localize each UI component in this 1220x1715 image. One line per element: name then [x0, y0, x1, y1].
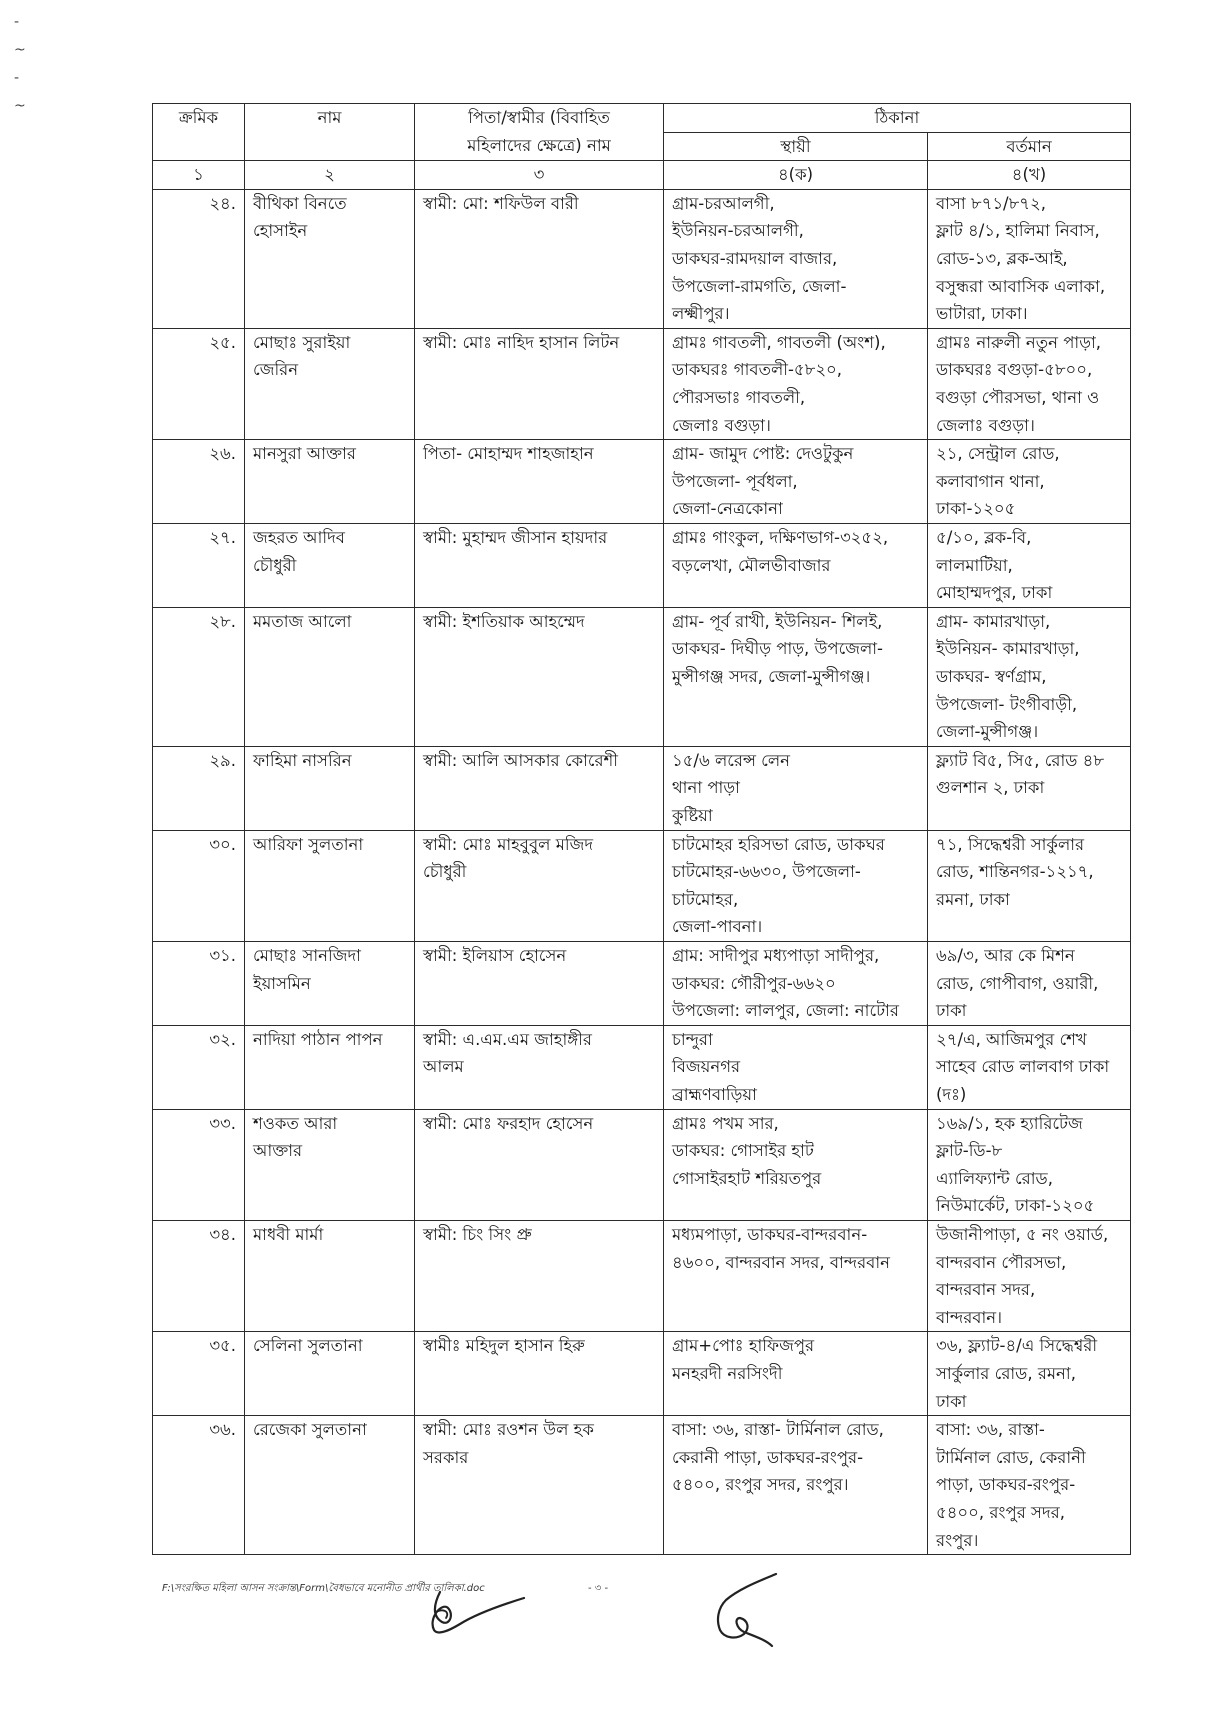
name-line: সেলিনা সুলতানা — [253, 1336, 363, 1356]
present-address-line: উপজেলা- টংগীবাড়ী, — [936, 694, 1078, 714]
name-cell — [245, 607, 415, 746]
table-row — [153, 1109, 1131, 1220]
name-line: চৌধুরী — [253, 555, 297, 575]
present-address-line: টার্মিনাল রোড, কেরানী — [936, 1447, 1086, 1467]
guardian-line: স্বামী: মোঃ মাহবুবুল মজিদ — [423, 834, 594, 854]
present-address-line: ঢাকা — [936, 1001, 967, 1021]
guardian-line: স্বামী: মো: শফিউল বারী — [423, 193, 579, 213]
permanent-address-cell — [664, 607, 928, 746]
permanent-address-cell — [664, 1109, 928, 1220]
guardian-line: স্বামী: মোঃ ফরহাদ হোসেন — [423, 1113, 594, 1133]
present-address-line: বাসা: ৩৬, রাস্তা- — [936, 1420, 1045, 1440]
permanent-address-line: জেলাঃ বগুড়া। — [672, 415, 771, 435]
present-address-line: মোহাম্মদপুর, ঢাকা — [936, 583, 1053, 603]
guardian-cell — [415, 523, 664, 607]
name-line: আরিফা সুলতানা — [253, 834, 364, 854]
guardian-cell — [415, 189, 664, 328]
permanent-address-cell — [664, 1332, 928, 1416]
present-address-line: সার্কুলার রোড, রমনা, — [936, 1363, 1076, 1383]
serial-cell: ২৬. — [153, 440, 245, 524]
permanent-address-line: বিজয়নগর — [672, 1057, 741, 1077]
header-guardian-line: মহিলাদের ক্ষেত্রে) নাম — [467, 135, 611, 155]
column-number: ৪(ক) — [664, 161, 928, 190]
name-line: বীথিকা বিনতে — [253, 193, 347, 213]
name-cell — [245, 1109, 415, 1220]
permanent-address-line: ব্রাহ্মণবাড়িয়া — [672, 1084, 757, 1104]
header-guardian — [415, 104, 664, 161]
permanent-address-line: চাটমোহর, — [672, 889, 739, 909]
present-address-line: সাহেব রোড লালবাগ ঢাকা — [936, 1057, 1110, 1077]
present-address-line: ৭১, সিদ্ধেশ্বরী সার্কুলার — [936, 834, 1085, 854]
permanent-address-cell — [664, 1025, 928, 1109]
present-address-line: কলাবাগান থানা, — [936, 471, 1045, 491]
column-number: ২ — [245, 161, 415, 190]
guardian-line: স্বামী: মোঃ নাহিদ হাসান লিটন — [423, 332, 620, 352]
present-address-line: ডাকঘরঃ বগুড়া-৫৮০০, — [936, 360, 1093, 380]
permanent-address-line: ডাকঘর: গোসাইর হাট — [672, 1141, 814, 1161]
permanent-address-line: গ্রামঃ গাংকুল, দক্ষিণভাগ-৩২৫২, — [672, 527, 889, 547]
name-cell — [245, 941, 415, 1025]
permanent-address-line: গ্রাম- পূর্ব রাখী, ইউনিয়ন- শিলই, — [672, 611, 883, 631]
guardian-line: পিতা- মোহাম্মদ শাহজাহান — [423, 444, 594, 464]
header-serial: ক্রমিক — [153, 104, 245, 161]
table-row — [153, 189, 1131, 328]
guardian-line: স্বামী: আলি আসকার কোরেশী — [423, 750, 619, 770]
header-permanent: স্থায়ী — [664, 132, 928, 161]
permanent-address-line: থানা পাড়া — [672, 778, 740, 798]
name-cell — [245, 830, 415, 941]
serial-cell: ৩২. — [153, 1025, 245, 1109]
serial-cell: ৩৬. — [153, 1416, 245, 1555]
permanent-address-cell — [664, 941, 928, 1025]
present-address-line: ঢাকা-১২০৫ — [936, 499, 1016, 519]
table-row — [153, 440, 1131, 524]
permanent-address-cell — [664, 328, 928, 439]
serial-cell: ২৯. — [153, 746, 245, 830]
present-address-cell — [928, 830, 1131, 941]
permanent-address-line: গ্রামঃ পখম সার, — [672, 1113, 779, 1133]
permanent-address-cell — [664, 1416, 928, 1555]
name-line: শওকত আরা — [253, 1113, 338, 1133]
present-address-line: রমনা, ঢাকা — [936, 889, 1010, 909]
candidate-table — [152, 103, 1131, 1555]
present-address-cell — [928, 189, 1131, 328]
table-row — [153, 746, 1131, 830]
name-cell — [245, 1220, 415, 1331]
serial-cell: ৩০. — [153, 830, 245, 941]
present-address-line: বান্দরবান। — [936, 1307, 1003, 1327]
permanent-address-line: ইউনিয়ন-চরআলগী, — [672, 221, 804, 241]
present-address-cell — [928, 607, 1131, 746]
present-address-line: ফ্লাট-ডি-৮ — [936, 1141, 1003, 1161]
name-cell — [245, 1416, 415, 1555]
guardian-cell — [415, 941, 664, 1025]
present-address-line: এ্যালিফ্যান্ট রোড, — [936, 1168, 1053, 1188]
name-cell — [245, 523, 415, 607]
present-address-line: (দঃ) — [936, 1084, 967, 1104]
permanent-address-line: জেলা-নেত্রকোনা — [672, 499, 783, 519]
permanent-address-line: চান্দুরা — [672, 1029, 713, 1049]
guardian-cell — [415, 607, 664, 746]
permanent-address-line: মনহরদী নরসিংদী — [672, 1363, 783, 1383]
present-address-cell — [928, 523, 1131, 607]
permanent-address-line: ডাকঘর: গৌরীপুর-৬৬২০ — [672, 973, 836, 993]
scan-mark: - — [14, 14, 20, 30]
present-address-cell — [928, 941, 1131, 1025]
scan-mark: - — [14, 70, 20, 86]
guardian-cell — [415, 1025, 664, 1109]
table-row — [153, 1025, 1131, 1109]
name-cell — [245, 189, 415, 328]
guardian-cell — [415, 440, 664, 524]
permanent-address-cell — [664, 1220, 928, 1331]
guardian-line: স্বামী: ইলিয়াস হোসেন — [423, 945, 567, 965]
header-row — [153, 104, 1131, 133]
present-address-line: ঢাকা — [936, 1391, 967, 1411]
guardian-cell — [415, 1332, 664, 1416]
present-address-cell — [928, 1109, 1131, 1220]
column-number: ১ — [153, 161, 245, 190]
permanent-address-line: চাটমোহর-৬৬৩০, উপজেলা- — [672, 862, 861, 882]
present-address-line: ফ্ল্যাট বি৫, সি৫, রোড ৪৮ — [936, 750, 1105, 770]
present-address-line: ৬৯/৩, আর কে মিশন — [936, 945, 1075, 965]
permanent-address-line: উপজেলা-রামগতি, জেলা- — [672, 276, 847, 296]
present-address-line: লালমাটিয়া, — [936, 555, 1013, 575]
guardian-line: স্বামী: এ.এম.এম জাহাঙ্গীর — [423, 1029, 592, 1049]
table-row — [153, 523, 1131, 607]
present-address-line: নিউমার্কেট, ঢাকা-১২০৫ — [936, 1196, 1095, 1216]
table-body — [153, 189, 1131, 1554]
present-address-line: জেলাঃ বগুড়া। — [936, 415, 1035, 435]
file-path-footer: F:\সংরক্ষিত মহিলা আসন সংক্রান্ত\Form\বৈধভাবে মনোনীত প্রার্থীর তালিকা.doc — [162, 1583, 485, 1594]
present-address-line: ফ্লাট ৪/১, হালিমা নিবাস, — [936, 221, 1100, 241]
name-line: মোছাঃ সানজিদা — [253, 945, 361, 965]
present-address-line: রংপুর। — [936, 1530, 979, 1550]
present-address-cell — [928, 328, 1131, 439]
permanent-address-cell — [664, 830, 928, 941]
guardian-cell — [415, 1109, 664, 1220]
present-address-line: বসুন্ধরা আবাসিক এলাকা, — [936, 276, 1106, 296]
name-line: ইয়াসমিন — [253, 973, 311, 993]
guardian-line: স্বামীঃ মহিদুল হাসান হিরু — [423, 1336, 585, 1356]
serial-cell: ৩৫. — [153, 1332, 245, 1416]
guardian-cell — [415, 1416, 664, 1555]
permanent-address-line: গ্রাম: সাদীপুর মধ্যপাড়া সাদীপুর, — [672, 945, 880, 965]
name-cell — [245, 328, 415, 439]
name-line: নাদিয়া পাঠান পাপন — [253, 1029, 383, 1049]
present-address-cell — [928, 1332, 1131, 1416]
present-address-line: গ্রামঃ নারুলী নতুন পাড়া, — [936, 332, 1102, 352]
signature-left — [420, 1578, 530, 1640]
present-address-line: বান্দরবান পৌরসভা, — [936, 1252, 1067, 1272]
permanent-address-line: বড়লেখা, মৌলভীবাজার — [672, 555, 831, 575]
name-line: জহরত আদিব — [253, 527, 345, 547]
name-line: ফাহিমা নাসরিন — [253, 750, 352, 770]
present-address-line: পাড়া, ডাকঘর-রংপুর- — [936, 1475, 1076, 1495]
name-cell — [245, 746, 415, 830]
guardian-line: স্বামী: মোঃ রওশন উল হক — [423, 1420, 594, 1440]
permanent-address-line: ১৫/৬ লরেন্স লেন — [672, 750, 791, 770]
permanent-address-cell — [664, 746, 928, 830]
permanent-address-line: ৫৪০০, রংপুর সদর, রংপুর। — [672, 1475, 849, 1495]
table-row — [153, 830, 1131, 941]
serial-cell: ২৫. — [153, 328, 245, 439]
guardian-line: স্বামী: চিং সিং প্রু — [423, 1224, 532, 1244]
present-address-line: ৩৬, ফ্ল্যাট-৪/এ সিদ্ধেশ্বরী — [936, 1336, 1098, 1356]
scan-corner-marks — [14, 8, 44, 128]
permanent-address-line: লক্ষ্মীপুর। — [672, 304, 730, 324]
table-row — [153, 941, 1131, 1025]
present-address-line: ৫৪০০, রংপুর সদর, — [936, 1502, 1065, 1522]
present-address-line: ইউনিয়ন- কামারখাড়া, — [936, 639, 1080, 659]
name-line: মানসুরা আক্তার — [253, 444, 356, 464]
present-address-line: রোড, গোপীবাগ, ওয়ারী, — [936, 973, 1099, 993]
name-line: হোসাইন — [253, 221, 308, 241]
name-line: জেরিন — [253, 360, 299, 380]
serial-cell: ৩৩. — [153, 1109, 245, 1220]
present-address-cell — [928, 1416, 1131, 1555]
signature-right — [710, 1568, 790, 1652]
column-number-row — [153, 161, 1131, 190]
guardian-line: চৌধুরী — [423, 862, 467, 882]
permanent-address-cell — [664, 523, 928, 607]
name-line: মাধবী মার্মা — [253, 1224, 324, 1244]
permanent-address-line: ডাকঘরঃ গাবতলী-৫৮২০, — [672, 360, 843, 380]
name-cell — [245, 1025, 415, 1109]
table-row — [153, 328, 1131, 439]
guardian-line: আলম — [423, 1057, 464, 1077]
permanent-address-line: পৌরসভাঃ গাবতলী, — [672, 387, 806, 407]
permanent-address-line: বাসা: ৩৬, রাস্তা- টার্মিনাল রোড, — [672, 1420, 884, 1440]
present-address-line: ২১, সেন্ট্রাল রোড, — [936, 444, 1060, 464]
scan-mark: ~ — [14, 42, 26, 58]
present-address-cell — [928, 1025, 1131, 1109]
table-header — [153, 104, 1131, 190]
present-address-line: ২৭/এ, আজিমপুর শেখ — [936, 1029, 1087, 1049]
guardian-line: স্বামী: মুহাম্মদ জীসান হায়দার — [423, 527, 608, 547]
present-address-cell — [928, 1220, 1131, 1331]
name-line: রেজেকা সুলতানা — [253, 1420, 367, 1440]
present-address-cell — [928, 746, 1131, 830]
present-address-line: বাসা ৮৭১/৮৭২, — [936, 193, 1047, 213]
permanent-address-cell — [664, 440, 928, 524]
header-name: নাম — [245, 104, 415, 161]
permanent-address-line: কেরানী পাড়া, ডাকঘর-রংপুর- — [672, 1447, 864, 1467]
permanent-address-line: জেলা-পাবনা। — [672, 917, 763, 937]
table-row — [153, 1416, 1131, 1555]
name-line: মমতাজ আলো — [253, 611, 352, 631]
header-present: বর্তমান — [928, 132, 1131, 161]
present-address-line: ডাকঘর- স্বর্ণগ্রাম, — [936, 666, 1047, 686]
permanent-address-line: কুষ্টিয়া — [672, 805, 713, 825]
table-row — [153, 607, 1131, 746]
column-number: ৪(খ) — [928, 161, 1131, 190]
scan-mark: ~ — [14, 98, 26, 114]
name-line: আক্তার — [253, 1141, 303, 1161]
permanent-address-line: ৪৬০০, বান্দরবান সদর, বান্দরবান — [672, 1252, 890, 1272]
name-line: মোছাঃ সুরাইয়া — [253, 332, 351, 352]
serial-cell: ২৮. — [153, 607, 245, 746]
permanent-address-line: গ্রাম- জামুদ পোষ্ট: দেওটুকুন — [672, 444, 854, 464]
permanent-address-line: চাটমোহর হরিসভা রোড, ডাকঘর — [672, 834, 885, 854]
header-guardian-line: পিতা/স্বামীর (বিবাহিত — [468, 108, 610, 127]
guardian-cell — [415, 830, 664, 941]
present-address-line: বান্দরবান সদর, — [936, 1280, 1036, 1300]
present-address-line: ৫/১০, ব্লক-বি, — [936, 527, 1032, 547]
permanent-address-line: উপজেলা: লালপুর, জেলা: নাটোর — [672, 1001, 899, 1021]
present-address-line: জেলা-মুন্সীগঞ্জ। — [936, 722, 1039, 742]
permanent-address-line: ডাকঘর- দিঘীড় পাড়, উপজেলা- — [672, 639, 883, 659]
present-address-line: রোড, শান্তিনগর-১২১৭, — [936, 862, 1094, 882]
permanent-address-line: মধ্যমপাড়া, ডাকঘর-বান্দরবান- — [672, 1224, 868, 1244]
present-address-line: ১৬৯/১, হক হ্যারিটেজ — [936, 1113, 1083, 1133]
present-address-line: ভাটারা, ঢাকা। — [936, 304, 1028, 324]
serial-cell: ৩১. — [153, 941, 245, 1025]
permanent-address-line: ডাকঘর-রামদয়াল বাজার, — [672, 248, 838, 268]
permanent-address-line: মুন্সীগঞ্জ সদর, জেলা-মুন্সীগঞ্জ। — [672, 666, 871, 686]
guardian-line: সরকার — [423, 1447, 469, 1467]
present-address-line: গ্রাম- কামারখাড়া, — [936, 611, 1051, 631]
permanent-address-line: গ্রামঃ গাবতলী, গাবতলী (অংশ), — [672, 332, 886, 352]
present-address-cell — [928, 440, 1131, 524]
permanent-address-line: গ্রাম+পোঃ হাফিজপুর — [672, 1336, 815, 1356]
present-address-line: গুলশান ২, ঢাকা — [936, 778, 1045, 798]
guardian-cell — [415, 328, 664, 439]
serial-cell: ২৪. — [153, 189, 245, 328]
table-row — [153, 1332, 1131, 1416]
permanent-address-line: উপজেলা- পূর্বধলা, — [672, 471, 798, 491]
serial-cell: ২৭. — [153, 523, 245, 607]
permanent-address-line: গ্রাম-চরআলগী, — [672, 193, 775, 213]
present-address-line: বগুড়া পৌরসভা, থানা ও — [936, 387, 1100, 407]
permanent-address-cell — [664, 189, 928, 328]
table-row — [153, 1220, 1131, 1331]
guardian-cell — [415, 1220, 664, 1331]
page-number: - ৩ - — [588, 1583, 609, 1594]
present-address-line: রোড-১৩, ব্লক-আই, — [936, 248, 1068, 268]
guardian-line: স্বামী: ইশতিয়াক আহম্মেদ — [423, 611, 585, 631]
header-address: ঠিকানা — [664, 104, 1131, 133]
permanent-address-line: গোসাইরহাট শরিয়তপুর — [672, 1168, 822, 1188]
guardian-cell — [415, 746, 664, 830]
column-number: ৩ — [415, 161, 664, 190]
name-cell — [245, 440, 415, 524]
present-address-line: উজানীপাড়া, ৫ নং ওয়ার্ড, — [936, 1224, 1109, 1244]
serial-cell: ৩৪. — [153, 1220, 245, 1331]
name-cell — [245, 1332, 415, 1416]
